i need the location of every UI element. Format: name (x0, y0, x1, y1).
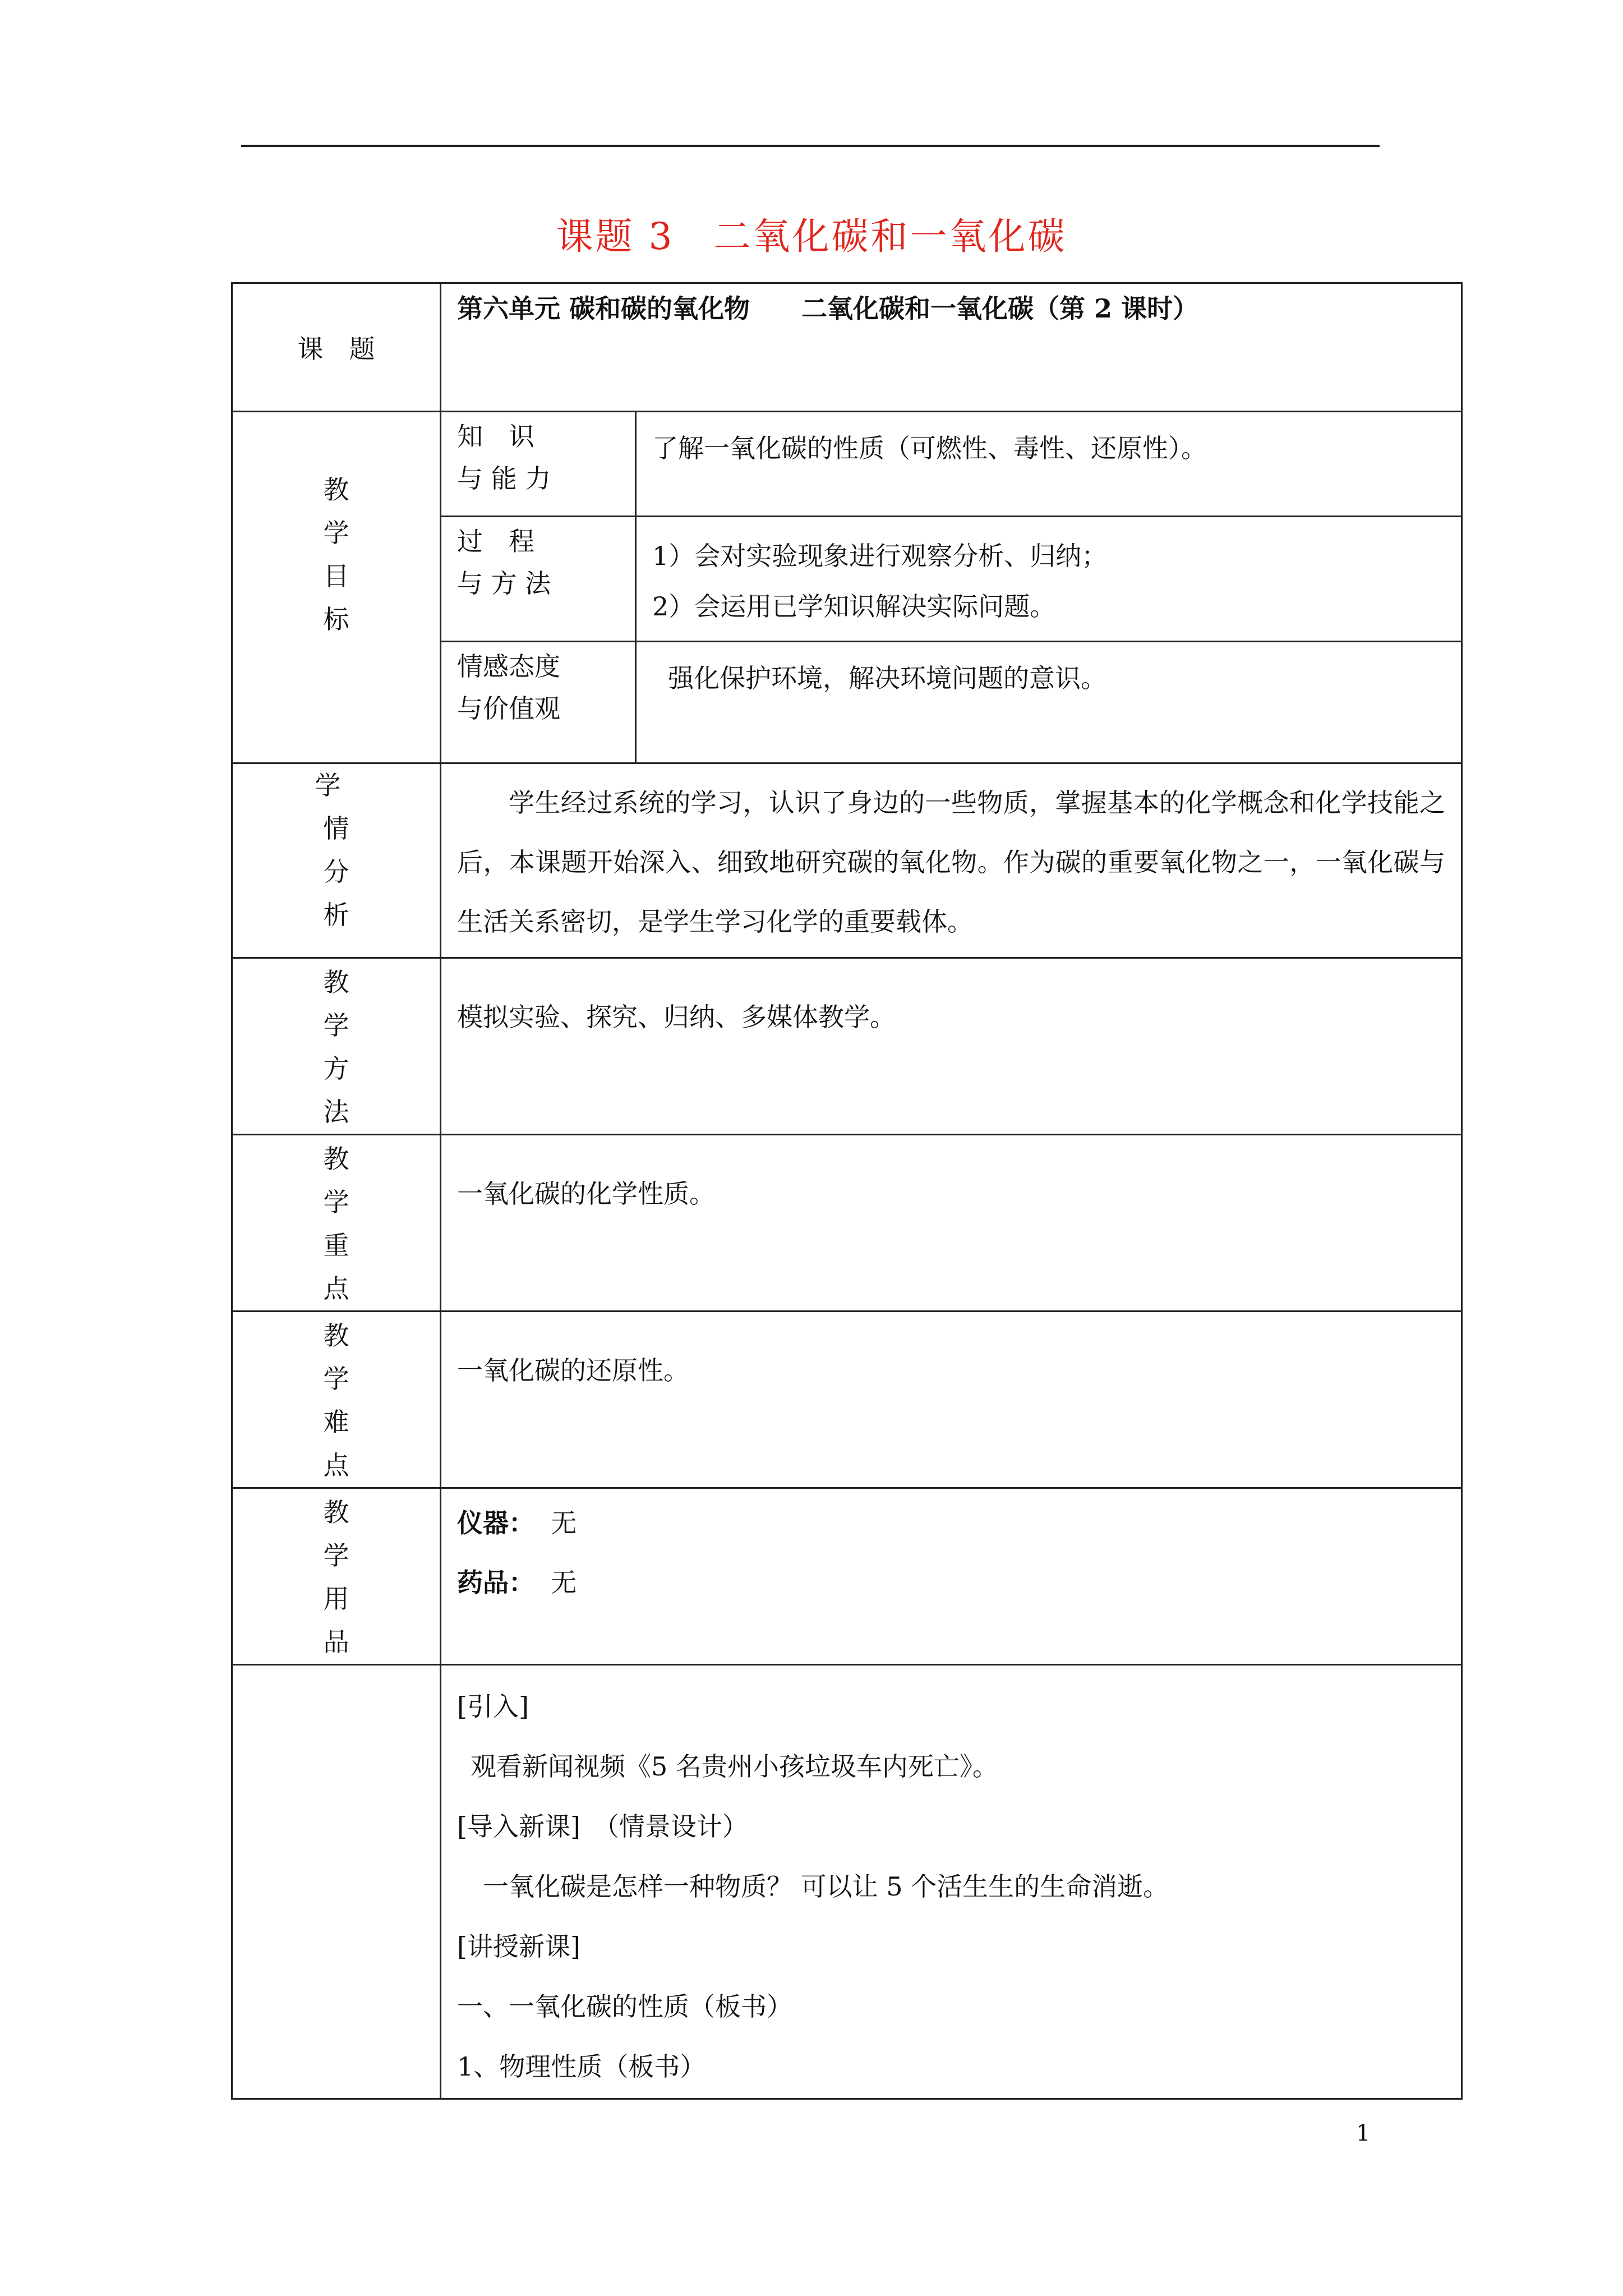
topic-label: 课 题 (232, 283, 441, 412)
process-line: 一、一氧化碳的性质（板书） (457, 1991, 792, 2022)
process-line: 观看新闻视频《5 名贵州小孩垃圾车内死亡》。 (471, 1751, 998, 1782)
difficulty-content: 一氧化碳的还原性。 (441, 1312, 1462, 1488)
key-point-label: 教 学 重 点 (232, 1135, 441, 1312)
analysis-content: 学生经过系统的学习，认识了身边的一些物质，掌握基本的化学概念和化学技能之后，本课题开始深入、细致地研究碳的氧化物。作为碳的重要氧化物之一，一氧化碳与生活关系密切，是学生学习化学的重要载体。 (441, 763, 1462, 958)
attitude-label: 情感态度 与价值观 (441, 642, 636, 763)
process-line: 一氧化碳是怎样一种物质？ 可以让 5 个活生生的生命消逝。 (483, 1871, 1169, 1902)
process-line: [引入] (457, 1691, 529, 1722)
topic-content: 第六单元 碳和碳的氧化物 二氧化碳和一氧化碳（第 2 课时） (441, 283, 1462, 412)
title-lesson-number: 课题 3 (556, 215, 675, 258)
objectives-label: 教 学 目 标 (232, 412, 441, 763)
process-content: 1）会对实验现象进行观察分析、归纳； 2）会运用已学知识解决实际问题。 (636, 517, 1462, 642)
process-line: 1、物理性质（板书） (457, 2051, 706, 2082)
instruments-line: 仪器： 无 (457, 1508, 577, 1538)
objective-knowledge-row (232, 412, 1462, 517)
key-point-content: 一氧化碳的化学性质。 (441, 1135, 1462, 1312)
knowledge-content: 了解一氧化碳的性质（可燃性、毒性、还原性）。 (636, 412, 1462, 517)
header-rule (241, 145, 1380, 147)
process-body-content (441, 1665, 1462, 2099)
key-point-row (232, 1135, 1462, 1312)
page-number: 1 (1356, 2120, 1371, 2146)
difficulty-row (232, 1312, 1462, 1488)
attitude-content: 强化保护环境，解决环境问题的意识。 (636, 642, 1462, 763)
process-line: [讲授新课] (457, 1931, 580, 1962)
process-body-label (232, 1665, 441, 2099)
title-lesson-name: 二氧化碳和一氧化碳 (713, 215, 1067, 258)
topic-row (232, 283, 1462, 412)
page-title (0, 206, 1623, 260)
analysis-row (232, 763, 1462, 958)
method-row (232, 958, 1462, 1135)
lesson-plan-table (231, 282, 1463, 2100)
process-body-row (232, 1665, 1462, 2099)
reagents-line: 药品： 无 (457, 1567, 577, 1598)
knowledge-label: 知 识 与 能 力 (441, 412, 636, 517)
process-line: [导入新课] （情景设计） (457, 1811, 748, 1842)
analysis-label: 学 情 分 析 (232, 763, 441, 958)
materials-row (232, 1488, 1462, 1665)
materials-label: 教 学 用 品 (232, 1488, 441, 1665)
process-label: 过 程 与 方 法 (441, 517, 636, 642)
method-label: 教 学 方 法 (232, 958, 441, 1135)
method-content: 模拟实验、探究、归纳、多媒体教学。 (441, 958, 1462, 1135)
difficulty-label: 教 学 难 点 (232, 1312, 441, 1488)
materials-content (441, 1488, 1462, 1665)
